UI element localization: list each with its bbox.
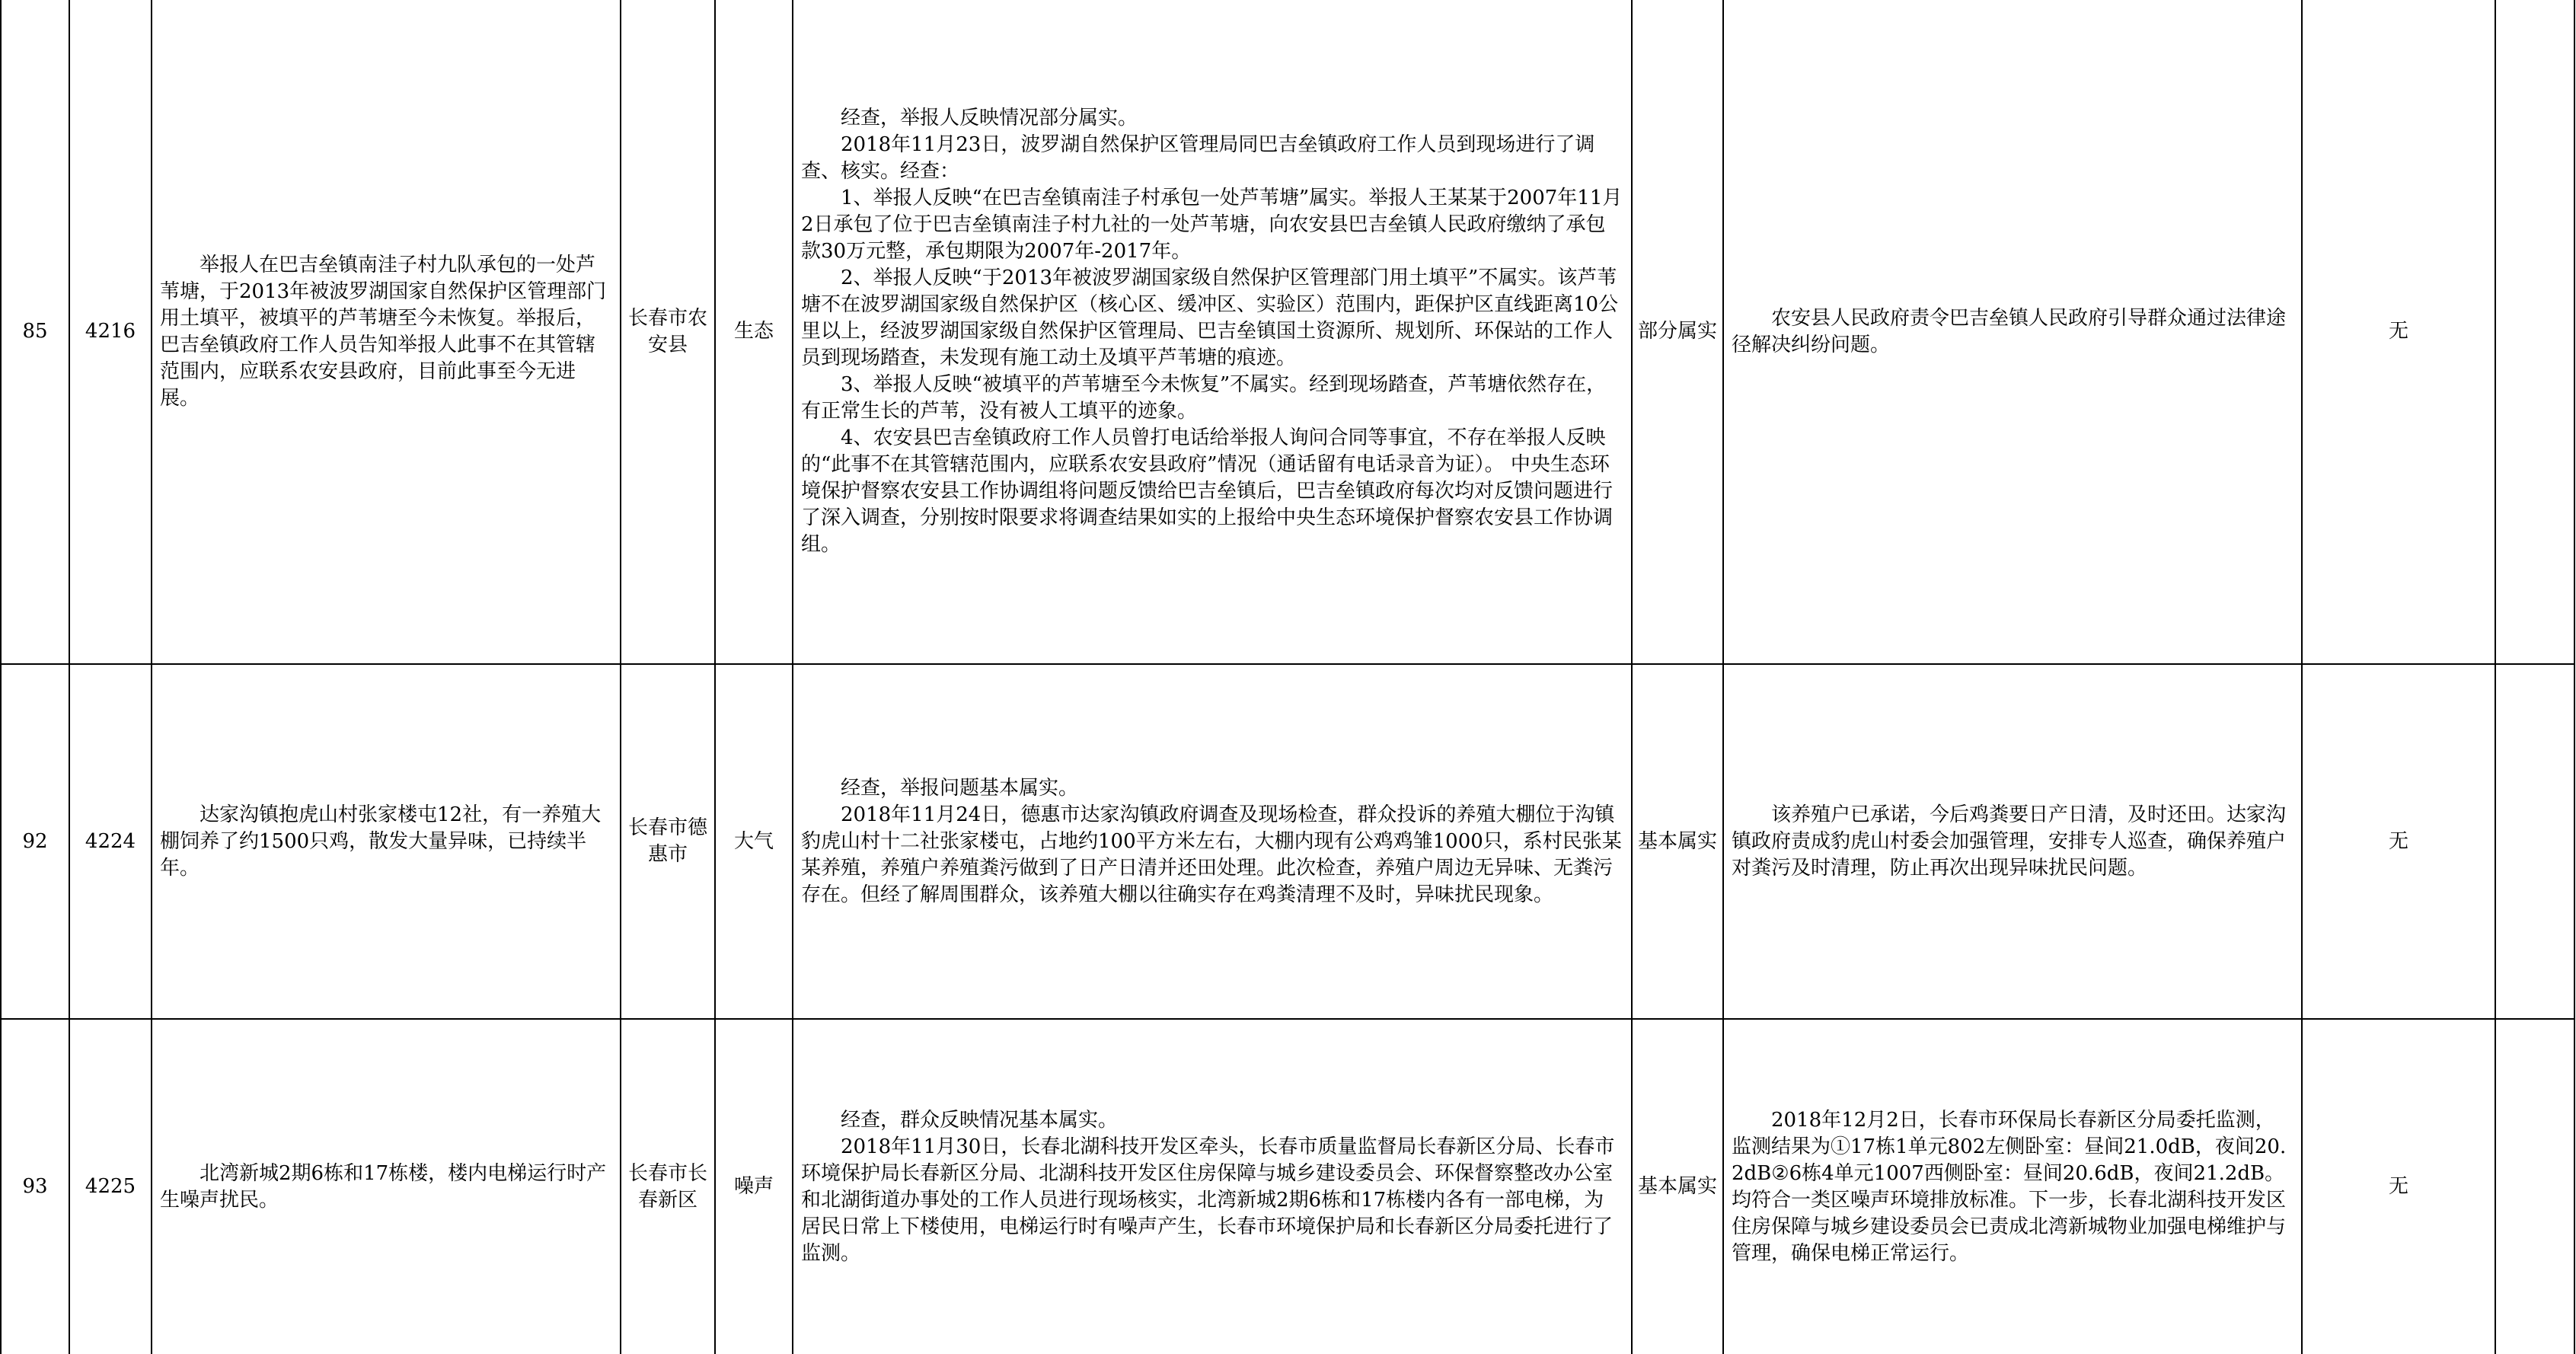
handling-text: 该养殖户已承诺，今后鸡粪要日产日清，及时还田。达家沟镇政府责成豹虎山村委会加强管理，安排专人巡查，确保养殖户对粪污及时清理，防止再次出现异味扰民问题。: [1732, 803, 2287, 880]
handling-cell: [1723, 0, 2302, 664]
seq-cell: 85: [1, 0, 69, 664]
handling-cell: [1723, 664, 2302, 1019]
table-row: [1, 664, 2574, 1019]
complaint-cell: [152, 0, 621, 664]
investigation-paragraph: 2018年11月30日，长春北湖科技开发区牵头，长春市质量监督局长春新区分局、长春市环境保护局长春新区分局、北湖科技开发区住房保障与城乡建设委员会、环保督察整改办公室和北湖街道办事处的工作人员进行现场核实，北湾新城2期6栋和17栋楼内各有一部电梯，为居民日常上下楼使用，电梯运行时有噪声产生，长春市环境保护局和长春新区分局委托进行了监测。: [801, 1135, 1615, 1265]
investigation-cell: [793, 664, 1632, 1019]
investigation-paragraph: 2、举报人反映“于2013年被波罗湖国家级自然保护区管理部门用土填平”不属实。该芦苇塘不在波罗湖国家级自然保护区（核心区、缓冲区、实验区）范围内，距保护区直线距离10公里以上，经波罗湖国家级自然保护区管理局、巴吉垒镇国土资源所、规划所、环保站的工作人员到现场踏查，未发现有施工动土及填平芦苇塘的痕迹。: [801, 267, 1619, 369]
category-cell: 大气: [715, 664, 793, 1019]
case-no-cell: 4225: [69, 1019, 152, 1354]
table-row: [1, 0, 2574, 664]
investigation-paragraph: 1、举报人反映“在巴吉垒镇南洼子村承包一处芦苇塘”属实。举报人王某某于2007年11月2日承包了位于巴吉垒镇南洼子村九社的一处芦苇塘，向农安县巴吉垒镇人民政府缴纳了承包款30万元整，承包期限为2007年-2017年。: [801, 187, 1623, 263]
category-cell: 噪声: [715, 1019, 793, 1354]
empty-cell: [2495, 0, 2574, 664]
empty-cell: [2495, 664, 2574, 1019]
complaint-cell: [152, 1019, 621, 1354]
handling-text: 2018年12月2日，长春市环保局长春新区分局委托监测，监测结果为①17栋1单元802左侧卧室：昼间21.0dB，夜间20.2dB②6栋4单元1007西侧卧室：昼间20.6dB，夜间21.2dB。均符合一类区噪声环境排放标准。下一步，长春北湖科技开发区住房保障与城乡建设委员会已责成北湾新城物业加强电梯维护与管理，确保电梯正常运行。: [1732, 1108, 2287, 1265]
complaint-text: 北湾新城2期6栋和17栋楼，楼内电梯运行时产生噪声扰民。: [160, 1161, 607, 1212]
investigation-paragraph: 2018年11月23日，波罗湖自然保护区管理局同巴吉垒镇政府工作人员到现场进行了调查、核实。经查：: [801, 133, 1595, 183]
investigation-paragraph: 4、农安县巴吉垒镇政府工作人员曾打电话给举报人询问合同等事宜，不存在举报人反映的“此事不在其管辖范围内，应联系农安县政府”情况（通话留有电话录音为证）。 中央生态环境保护督察农安县工作协调组将问题反馈给巴吉垒镇后，巴吉垒镇政府每次均对反馈问题进行了深入调查，分别按时限要求将调查结果如实的上报给中央生态环境保护督察农安县工作协调组。: [801, 426, 1614, 556]
complaint-text: 举报人在巴吉垒镇南洼子村九队承包的一处芦苇塘，于2013年被波罗湖国家自然保护区管理部门用土填平，被填平的芦苇塘至今未恢复。举报后，巴吉垒镇政府工作人员告知举报人此事不在其管辖范围内，应联系农安县政府，目前此事至今无进展。: [160, 253, 607, 410]
investigation-paragraph: 经查，群众反映情况基本属实。: [841, 1108, 1119, 1132]
accountability-cell: 无: [2302, 664, 2495, 1019]
seq-cell: 93: [1, 1019, 69, 1354]
investigation-paragraph: 经查，举报问题基本属实。: [841, 776, 1079, 800]
investigation-cell: [793, 1019, 1632, 1354]
table-row: [1, 1019, 2574, 1354]
handling-text: 农安县人民政府责令巴吉垒镇人民政府引导群众通过法律途径解决纠纷问题。: [1732, 306, 2287, 356]
accountability-cell: 无: [2302, 1019, 2495, 1354]
seq-cell: 92: [1, 664, 69, 1019]
accountability-cell: 无: [2302, 0, 2495, 664]
category-cell: 生态: [715, 0, 793, 664]
investigation-cell: [793, 0, 1632, 664]
investigation-paragraph: 3、举报人反映“被填平的芦苇塘至今未恢复”不属实。经到现场踏查，芦苇塘依然存在，有正常生长的芦苇，没有被人工填平的迹象。: [801, 373, 1607, 423]
empty-cell: [2495, 1019, 2574, 1354]
verdict-cell: 基本属实: [1632, 1019, 1723, 1354]
complaint-cell: [152, 664, 621, 1019]
investigation-paragraph: 2018年11月24日，德惠市达家沟镇政府调查及现场检查，群众投诉的养殖大棚位于沟镇豹虎山村十二社张家楼屯，占地约100平方米左右，大棚内现有公鸡鸡雏1000只，系村民张某某养殖，养殖户养殖粪污做到了日产日清并还田处理。此次检查，养殖户周边无异味、无粪污存在。但经了解周围群众，该养殖大棚以往确实存在鸡粪清理不及时，异味扰民现象。: [801, 803, 1622, 906]
case-no-cell: 4224: [69, 664, 152, 1019]
handling-cell: [1723, 1019, 2302, 1354]
district-cell: 长春市长春新区: [621, 1019, 715, 1354]
case-no-cell: 4216: [69, 0, 152, 664]
verdict-cell: 基本属实: [1632, 664, 1723, 1019]
verdict-cell: 部分属实: [1632, 0, 1723, 664]
district-cell: 长春市德惠市: [621, 664, 715, 1019]
investigation-paragraph: 经查，举报人反映情况部分属实。: [841, 107, 1138, 129]
complaint-text: 达家沟镇抱虎山村张家楼屯12社，有一养殖大棚饲养了约1500只鸡，散发大量异味，已持续半年。: [160, 803, 602, 880]
district-cell: 长春市农安县: [621, 0, 715, 664]
